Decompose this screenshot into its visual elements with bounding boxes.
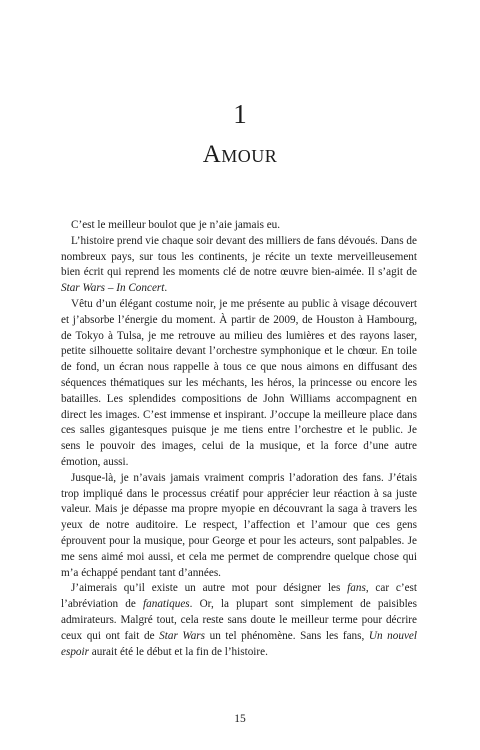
paragraph — [61, 581, 417, 660]
italic-text: Un nouvel espoir — [61, 629, 417, 658]
text-run: C’est le meilleur boulot que je n’aie jamais eu. — [71, 219, 281, 231]
italic-text: fanatiques — [143, 598, 190, 611]
chapter-number: 1 — [233, 99, 247, 129]
text-run: . — [164, 282, 168, 295]
text-run: Vêtu d’un élégant costume noir, je me présente au public à visage découvert et j’absorbe l’énergie du moment. À partir de 2009, de Houston à Hambourg, de Tokyo à Tulsa, je me retrouve au milieu des lumières et des rayons laser, petite silhouette solitaire devant l’orchestre symphonique et le chœur. En toile de fond, un écran nous rappelle à tous ce que nous aimons en diffusant des séquences thématiques sur les méchants, les héros, la princesse ou encore les batailles. Les splendides compositions de John Williams accompagnent en direct les images. C’est immense et inspirant. J’occupe la meilleure place dans ces salles gigantesques puisque je me tiens entre l’orchestre et le public. Je sens le pouvoir des images, celui de la musique, et la force d’une autre émotion, aussi. — [61, 297, 417, 468]
paragraph — [61, 297, 417, 471]
chapter-title: Amour — [202, 141, 278, 168]
text-run: un tel phénomène. Sans les fans, — [205, 629, 369, 642]
text-run: L’histoire prend vie chaque soir devant des milliers de fans dévoués. Dans de nombreux pays, sur tous les continents, je récite un texte merveilleusement bien écrit qui reprend les moments clé de notre œuvre bien-aimée. Il s’agit de — [61, 234, 417, 279]
text-run: Jusque-là, je n’avais jamais vraiment compris l’adoration des fans. J’étais trop impliqué dans le processus créatif pour apprécier leur réaction à sa juste valeur. Mais je dépasse ma propre myopie en découvrant la saga à travers les yeux de notre auditoire. Le respect, l’affection et l’amour que ces gens éprouvent pour la musique, pour George et pour les acteurs, sont palpables. Je me sens aimé moi aussi, et cela me permet de comprendre quelque chose qui m’a échappé pendant tant d’années. — [61, 471, 417, 579]
italic-text: Star Wars – In Concert — [61, 282, 165, 295]
text-run: . Or, la plupart sont simplement de paisibles admirateurs. Malgré tout, cela reste sans doute le meilleur terme pour décrire ceux qui ont fait de — [61, 598, 417, 642]
page-number: 15 — [234, 713, 246, 725]
italic-text: fans — [347, 582, 366, 595]
paragraph — [61, 234, 417, 297]
text-run: , car c’est l’abréviation de — [61, 582, 417, 611]
text-run: J’aimerais qu’il existe un autre mot pour désigner les — [71, 582, 348, 595]
chapter-body — [61, 218, 417, 660]
paragraph — [61, 471, 417, 582]
paragraph — [61, 218, 417, 234]
italic-text: Star Wars — [159, 629, 205, 642]
text-run: aurait été le début et la fin de l’histoire. — [88, 645, 268, 658]
